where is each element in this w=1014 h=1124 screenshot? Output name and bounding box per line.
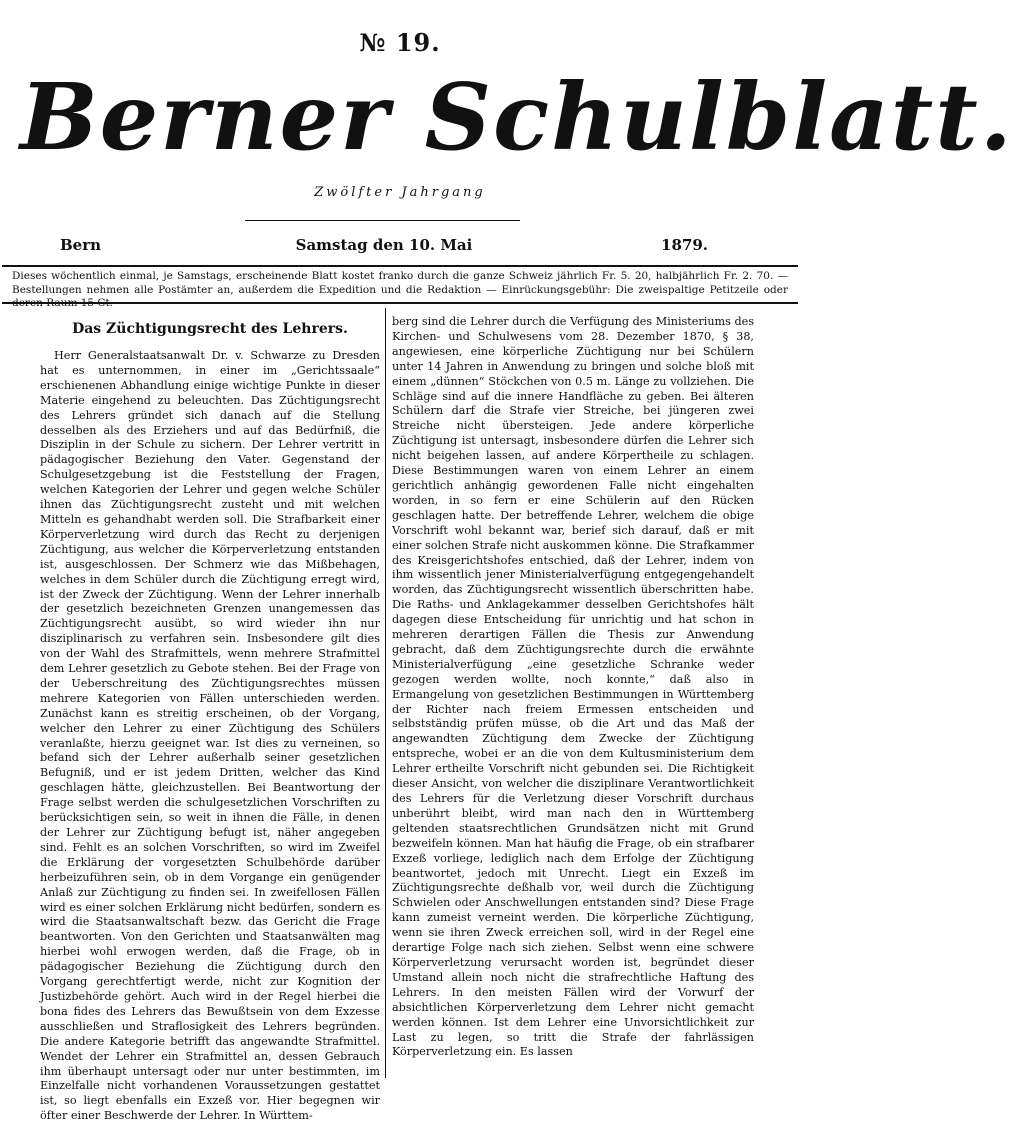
issue-number: № 19. bbox=[359, 28, 441, 57]
subscription-notice: Dieses wöchentlich einmal, je Samstags, erscheinende Blatt kostet franko durch die ganze Schweiz jährlich Fr. 5. 20, halbjährlich Fr. 2. 70. — Bestellungen nehmen alle Postämter an, außerdem die Expedition und die Redaktion — Einrückungsgebühr: Die zweispaltige Petitzeile oder deren Raum 15 Ct. bbox=[12, 270, 788, 309]
column-divider bbox=[385, 308, 386, 1078]
article-headline: Das Züchtigungsrecht des Lehrers. bbox=[72, 321, 348, 337]
notice-bottom-rule bbox=[2, 302, 798, 304]
volume-line: Zwölfter Jahrgang bbox=[314, 185, 486, 200]
notice-top-rule bbox=[2, 265, 798, 267]
masthead-divider bbox=[245, 220, 520, 221]
dateline bbox=[60, 236, 708, 258]
dateline-year: 1879. bbox=[661, 236, 708, 254]
article-column-right bbox=[392, 315, 754, 1075]
article-column-left bbox=[40, 315, 380, 1123]
article-paragraph: berg sind die Lehrer durch die Verfügung des Ministeriums des Kirchen- und Schulwesens vom 28. Dezember 1870, § 38, angewiesen, eine körperliche Züchtigung nur bei Schülern unter 14 Jahren in Anwendung zu bringen und solche bloß mit einem „dünnen“ Stöckchen von 0.5 m. Länge zu vollziehen. Die Schläge sind auf die innere Handfläche zu geben. Bei älteren Schülern darf die Strafe vier Streiche, bei jüngeren zwei Streiche nicht übersteigen. Jede andere körperliche Züchtigung ist untersagt, insbesondere dürfen die Lehrer sich nicht beigehen lassen, auf andere Körpertheile zu schlagen. Diese Bestimmungen waren von einem Lehrer an einem gerichtlich anhängig gewordenen Falle nicht eingehalten worden, in so fern er eine Schülerin auf den Rücken geschlagen hatte. Der betreffende Lehrer, welchem die obige Vorschrift wohl bekannt war, berief sich darauf, daß er mit einer solchen Strafe nicht auskommen könne. Die Strafkammer des Kreisgerichtshofes entschied, daß der Lehrer, indem von ihm wissentlich jener Ministerialverfügung entgegengehandelt worden, das Züchtigungsrecht wissentlich überschritten habe. Die Raths- und Anklagekammer desselben Gerichtshofes hält dagegen diese Entscheidung für unrichtig und hat schon in mehreren derartigen Fällen die Thesis zur Anwendung gebracht, daß dem Züchtigungsrechte durch die erwähnte Ministerialverfügung „eine gesetzliche Schranke weder gezogen werden wollte, noch konnte,“ daß also in Ermangelung von gesetzlichen Bestimmungen in Württemberg der Richter nach freiem Ermessen entscheiden und selbstständig prüfen müsse, ob die Art und das Maß der angewandten Züchtigung dem Zwecke der Züchtigung entspreche, wobei er an die von dem Kultusministerium dem Lehrer ertheilte Vorschrift nicht gebunden sei. Die Richtigkeit dieser Ansicht, von welcher die disziplinare Verantwortlichkeit des Lehrers für die Verletzung dieser Vorschrift durchaus unberührt bleibt, wird man nach den in Württemberg geltenden staatsrechtlichen Grundsätzen nicht mit Grund bezweifeln können. Man hat häufig die Frage, ob ein strafbarer Exzeß vorliege, lediglich nach dem Erfolge der Züchtigung beantwortet, jedoch mit Unrecht. Liegt ein Exzeß im Züchtigungsrechte deßhalb vor, weil durch die Züchtigung Schwielen oder Anschwellungen entstanden sind? Diese Frage kann zumeist verneint werden. Die körperliche Züchtigung, wenn sie ihren Zweck erreichen soll, wird in der Regel eine derartige Folge nach sich ziehen. Selbst wenn eine schwere Körperverletzung verursacht worden ist, begründet dieser Umstand allein noch nicht die strafrechtliche Haftung des Lehrers. In den meisten Fällen wird der Vorwurf der absichtlichen Körperverletzung dem Lehrer nicht gemacht werden können. Ist dem Lehrer eine Unvorsichtlichkeit zur Last zu legen, so tritt die Strafe der fahrlässigen Körperverletzung ein. Es lassen bbox=[392, 315, 754, 1059]
dateline-date: Samstag den 10. Mai bbox=[295, 236, 473, 254]
masthead-title: Berner Schulblatt. bbox=[20, 63, 1014, 171]
dateline-place: Bern bbox=[60, 236, 102, 254]
article-paragraph: Herr Generalstaatsanwalt Dr. v. Schwarze zu Dresden hat es unternommen, in einer im „Gerichtssaale“ erschienenen Abhandlung einige wichtige Punkte in dieser Materie eingehend zu beleuchten. Das Züchtigungsrecht des Lehrers gründet sich danach auf die Stellung desselben als des Erziehers und auf das Bedürfniß, die Disziplin in der Schule zu sichern. Der Lehrer vertritt in pädagogischer Beziehung den Vater. Gegenstand der Schulgesetzgebung ist die Feststellung der Fragen, welchen Kategorien der Lehrer und gegen welche Schüler ihnen das Züchtigungsrecht zusteht und mit welchen Mitteln es gehandhabt werden soll. Die Strafbarkeit einer Körperverletzung wird durch das Recht zu derjenigen Züchtigung, aus welcher die Körperverletzung entstanden ist, ausgeschlossen. Der Schmerz wie das Mißbehagen, welches in dem Schüler durch die Züchtigung erregt wird, ist der Zweck der Züchtigung. Wenn der Lehrer innerhalb der gesetzlich bezeichneten Grenzen unangemessen das Züchtigungsrecht ausübt, so wird wieder ihn nur disziplinarisch zu verfahren sein. Insbesondere gilt dies von der Wahl des Strafmittels, wenn mehrere Strafmittel dem Lehrer gesetzlich zu Gebote stehen. Bei der Frage von der Ueberschreitung des Züchtigungsrechtes müssen mehrere Kategorien von Fällen unterschieden werden. Zunächst kann es streitig erscheinen, ob der Vorgang, welcher den Lehrer zu einer Züchtigung des Schülers veranlaßte, hierzu geeignet war. Ist dies zu verneinen, so befand sich der Lehrer außerhalb seiner gesetzlichen Befugniß, und er ist jedem Dritten, welcher das Kind geschlagen hätte, gleichzustellen. Bei Beantwortung der Frage selbst werden die schulgesetzlichen Vorschriften zu berücksichtigen sein, so weit in ihnen die Fälle, in denen der Lehrer zur Züchtigung befugt ist, näher angegeben sind. Fehlt es an solchen Vorschriften, so wird im Zweifel die Erklärung der vorgesetzten Schulbehörde darüber herbeizuführen sein, ob in dem Vorgange ein genügender Anlaß zur Züchtigung zu finden sei. In zweifellosen Fällen wird es einer solchen Erklärung nicht bedürfen, sondern es wird die Staatsanwaltschaft bezw. das Gericht die Frage beantworten. Von den Gerichten und Staatsanwälten mag hierbei wohl erwogen werden, daß die Frage, ob in pädagogischer Beziehung die Züchtigung durch den Vorgang gerechtfertigt werde, nicht zur Kognition der Justizbehörde gehört. Auch wird in der Regel hierbei die bona fides des Lehrers das Bewußtsein von dem Exzesse ausschließen und Straflosigkeit des Lehrers begründen. Die andere Kategorie betrifft das angewandte Strafmittel. Wendet der Lehrer ein Strafmittel an, dessen Gebrauch ihm überhaupt untersagt oder nur unter bestimmten, im Einzelfalle nicht vorhandenen Voraussetzungen gestattet ist, so liegt ebenfalls ein Exzeß vor. Hier begegnen wir öfter einer Beschwerde der Lehrer. In Württem- bbox=[40, 349, 380, 1123]
